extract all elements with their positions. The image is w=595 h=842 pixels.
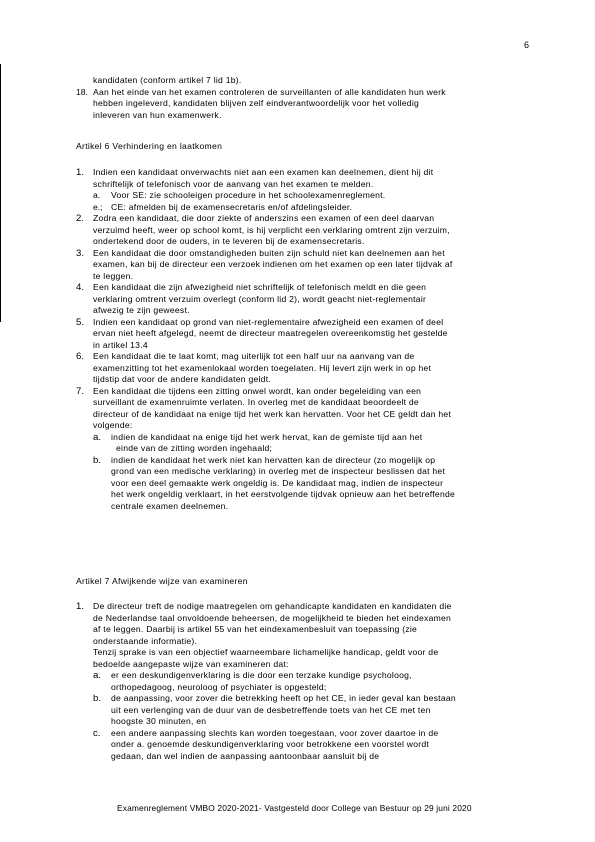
artikel6-item-1-sub-e <box>93 202 524 214</box>
item-line: ondertekend door de ouders, in te leveren bij de examensecretaris. <box>93 236 365 246</box>
item-line: af te leggen. Daarbij is artikel 55 van het eindexamenbesluit van toepassing (zie <box>93 624 418 634</box>
sub-line: indien de kandidaat het werk niet kan hervatten kan de directeur (zo mogelijk op <box>111 454 436 465</box>
sub-line: centrale examen deelnemen. <box>111 500 229 511</box>
item-line: onderstaande informatie). <box>93 635 198 646</box>
sub-label: a. <box>93 670 102 681</box>
sub-line: hoogste 30 minuten, en <box>111 716 207 726</box>
artikel7-item-1-sub-b <box>93 693 524 728</box>
item-line: Een kandidaat die zijn afwezigheid niet schriftelijk of telefonisch meldt en die geen <box>93 282 427 292</box>
sub-label: a. <box>93 431 102 443</box>
artikel6-item-5 <box>76 317 524 352</box>
item-number: 4. <box>76 282 85 293</box>
sub-text: CE: afmelden bij de examensecretaris en/of afdelingsleider. <box>111 201 353 212</box>
item-line: Een kandidaat die door omstandigheden buiten zijn schuld niet kan deelnemen aan het <box>93 247 445 258</box>
sub-line: onder a. genoemde deskundigenverklaring voor betrokkene een voorstel wordt <box>111 739 430 749</box>
item-line: verzuimd heeft, weer op school komt, is hij verplicht een verklaring omtrent zijn verzuim, <box>93 224 450 235</box>
sub-line: indien de kandidaat na enige tijd het werk hervat, kan de gemiste tijd aan het <box>111 431 423 442</box>
sub-label: b. <box>93 454 102 466</box>
artikel6-heading: Artikel 6 Verhindering en laatkomen <box>76 141 223 151</box>
artikel7-list <box>76 601 524 762</box>
artikel6-item-4 <box>76 282 524 317</box>
sub-line: grond van een medische verklaring) in overleg met de inspecteur beslissen dat het <box>111 466 446 476</box>
artikel6-item-7-sub-b <box>93 455 524 513</box>
sub-line: orthopedagoog, neuroloog of psychiater is opgesteld; <box>111 681 327 692</box>
item-line: de Nederlandse taal onvoldoende beheersen, de mogelijkheid te bieden het eindexamen <box>93 612 452 623</box>
artikel7-item-1 <box>76 601 524 670</box>
item-line: bedoelde aangepaste wijze van examineren dat: <box>93 658 289 669</box>
sub-text: Voor SE: zie schooleigen procedure in het schoolexamenreglement. <box>111 190 386 200</box>
item-line: Indien een kandidaat onverwachts niet aan een examen kan deelnemen, dient hij dit <box>93 167 434 177</box>
artikel6-item-1 <box>76 167 524 190</box>
item-line: volgende: <box>93 420 133 430</box>
sub-line: uit een verlenging van de duur van de desbetreffende toets van het CE met ten <box>111 704 431 715</box>
sub-line: voor een deel gemaakte werk ongeldig is. De kandidaat mag, indien de inspecteur <box>111 477 444 488</box>
item-number: 3. <box>76 247 85 259</box>
artikel6-item-6 <box>76 351 524 386</box>
item-line: examen, kan bij de directeur een verzoek indienen om het examen op een later tijdvak af <box>93 259 453 269</box>
item-number: 5. <box>76 316 85 328</box>
sub-label: a. <box>93 190 101 200</box>
item-line: Een kandidaat die tijdens een zitting onwel wordt, kan onder begeleiding van een <box>93 385 422 396</box>
artikel6-item-2 <box>76 213 524 248</box>
sub-label: c. <box>93 727 101 739</box>
item-line: te leggen. <box>93 270 134 281</box>
item-line: inleveren van hun examenwerk. <box>93 109 222 120</box>
artikel6-item-7 <box>76 386 524 432</box>
item-number: 1. <box>76 601 85 612</box>
artikel6-item-3 <box>76 248 524 283</box>
sub-label: e.; <box>93 201 103 212</box>
margin-rule <box>0 64 1 322</box>
sub-line: gedaan, dan wel indien de aanpassing aantoonbaar aansluit bij de <box>111 750 380 761</box>
sub-label: b. <box>93 693 102 704</box>
artikel6-item-7-sub-a <box>93 432 524 455</box>
sub-line: er een deskundigenverklaring is die door een terzake kundige psycholoog, <box>111 670 412 680</box>
sub-line: een andere aanpassing slechts kan worden toegestaan, voor zover daartoe in de <box>111 727 439 738</box>
item-line: schriftelijk of telefonisch voor de aanvang van het examen te melden. <box>93 178 374 189</box>
item-number: 6. <box>76 351 85 362</box>
item-line: Tenzij sprake is van een objectief waarneembare lichamelijke handicap, geldt voor de <box>93 647 439 657</box>
item-line: afwezig te zijn geweest. <box>93 305 190 315</box>
item-number: 7. <box>76 385 85 397</box>
item-line: De directeur treft de nodige maatregelen om gehandicapte kandidaten en kandidaten die <box>93 601 452 611</box>
sub-line: het werk ongeldig verklaart, in het eerstvolgende tijdvak opnieuw aan het betreffende <box>111 489 456 499</box>
artikel7-item-1-sub-c <box>93 728 524 763</box>
item-number: 18. <box>76 86 88 97</box>
item-line: ervan niet heeft afgelegd, neemt de directeur maatregelen overeenkomstig het gestelde <box>93 328 448 338</box>
item-line: verklaring omtrent verzuim overlegt (conform lid 2), wordt geacht niet-reglementair <box>93 293 427 304</box>
artikel7-item-1-sub-a <box>93 670 524 693</box>
item-line: examenzitting tot het examenlokaal worden toegelaten. Hij levert zijn werk in op het <box>93 362 432 373</box>
item-line: in artikel 13.4 <box>93 339 148 350</box>
item-line: directeur of de kandidaat na enige tijd het werk kan hervatten. Voor het CE geldt dan het <box>93 408 452 419</box>
intro-section <box>76 75 524 121</box>
artikel6-list <box>76 167 524 512</box>
item-number: 1. <box>76 167 85 178</box>
page-number: 6 <box>524 40 530 50</box>
artikel6-item-1-sub-a <box>93 190 524 202</box>
item-number: 2. <box>76 213 85 224</box>
item-line: Indien een kandidaat op grond van niet-reglementaire afwezigheid een examen of deel <box>93 316 444 327</box>
item-line: surveillant de examenruimte verlaten. In overleg met de kandidaat beoordeelt de <box>93 397 419 407</box>
item-line: Een kandidaat die te laat komt, mag uiterlijk tot een half uur na aanvang van de <box>93 351 415 361</box>
item-line: hebben ingeleverd, kandidaten blijven zelf eindverantwoordelijk voor het volledig <box>93 98 420 108</box>
item-line: Aan het einde van het examen controleren de surveillanten of alle kandidaten hun werk <box>93 86 446 97</box>
sub-line: einde van de zitting worden ingehaald; <box>116 443 273 453</box>
continuation-line: kandidaten (conform artikel 7 lid 1b). <box>93 75 242 85</box>
page-footer: Examenreglement VMBO 2020-2021- Vastgesteld door College van Bestuur op 29 juni 2020 <box>117 803 472 813</box>
item-line: tijdstip dat voor de andere kandidaten geldt. <box>93 374 271 384</box>
sub-line: de aanpassing, voor zover die betrekking heeft op het CE, in ieder geval kan bestaan <box>111 693 456 703</box>
list-item-18 <box>76 87 524 122</box>
item-line: Zodra een kandidaat, die door ziekte of anderszins een examen of een deel daarvan <box>93 213 435 223</box>
artikel7-heading: Artikel 7 Afwijkende wijze van examineren <box>76 576 248 586</box>
